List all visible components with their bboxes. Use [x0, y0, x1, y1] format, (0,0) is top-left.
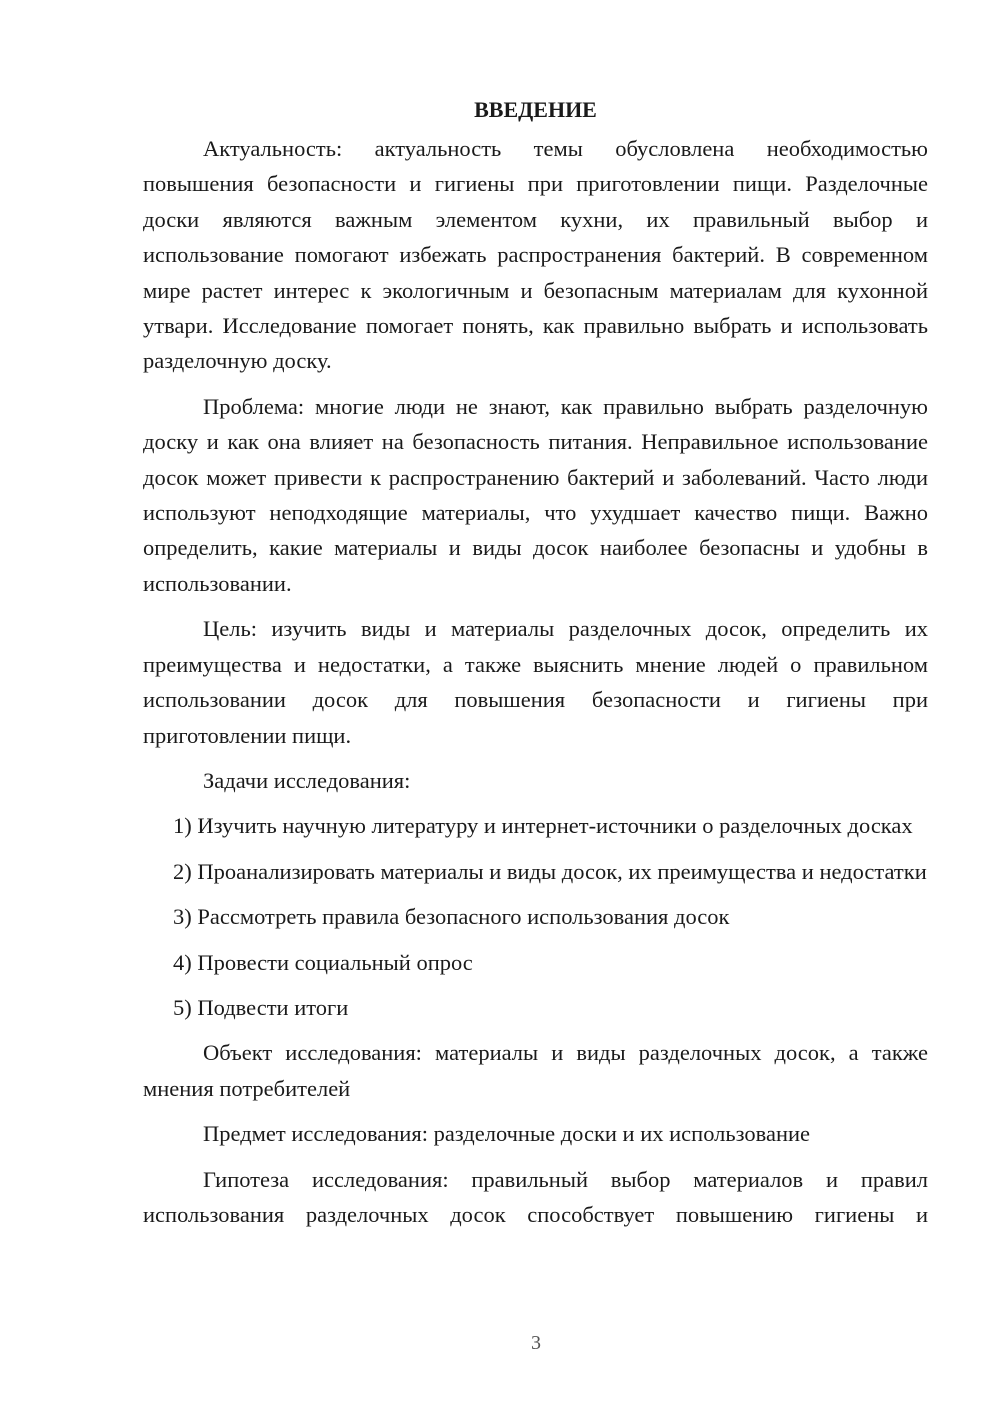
task-item-3: 3) Рассмотреть правила безопасного использования досок: [173, 904, 730, 930]
section-title: ВВЕДЕНИЕ: [474, 97, 597, 122]
paragraph-object: Объект исследования: материалы и виды разделочных досок, а также мнения потребителей: [143, 1040, 928, 1101]
paragraph-relevance: Актуальность: актуальность темы обусловлена необходимостью повышения безопасности и гигиены при приготовлении пищи. Разделочные доски являются важным элементом кухни, их правильный выбор и использование помогают избежать распространения бактерий. В современном мире растет интерес к экологичным и безопасным материалам для кухонной утвари. Исследование помогает понять, как правильно выбрать и использовать разделочную доску.: [143, 136, 928, 374]
tasks-heading: Задачи исследования:: [203, 767, 411, 793]
paragraph-goal: Цель: изучить виды и материалы разделочных досок, определить их преимущества и недостатки, а также выяснить мнение людей о правильном использовании досок для повышения безопасности и гигиены при приготовлении пищи.: [143, 616, 928, 748]
paragraph-subject: Предмет исследования: разделочные доски и их использование: [203, 1121, 811, 1147]
document-page: [143, 92, 928, 1242]
paragraph-problem: Проблема: многие люди не знают, как правильно выбрать разделочную доску и как она влияет на безопасность питания. Неправильное использование досок может привести к распространению бактерий и заболеваний. Часто люди используют неподходящие материалы, что ухудшает качество пищи. Важно определить, какие материалы и виды досок наиболее безопасны и удобны в использовании.: [143, 393, 928, 596]
task-item-5: 5) Подвести итоги: [173, 994, 349, 1020]
page-number: 3: [531, 1332, 541, 1354]
paragraph-hypothesis: Гипотеза исследования: правильный выбор материалов и правил использования разделочных досок способствует повышению гигиены и: [143, 1166, 928, 1227]
task-item-1: 1) Изучить научную литературу и интернет-источники о разделочных досках: [173, 813, 913, 839]
task-item-2: 2) Проанализировать материалы и виды досок, их преимущества и недостатки: [173, 858, 927, 884]
task-item-4: 4) Провести социальный опрос: [173, 949, 473, 975]
